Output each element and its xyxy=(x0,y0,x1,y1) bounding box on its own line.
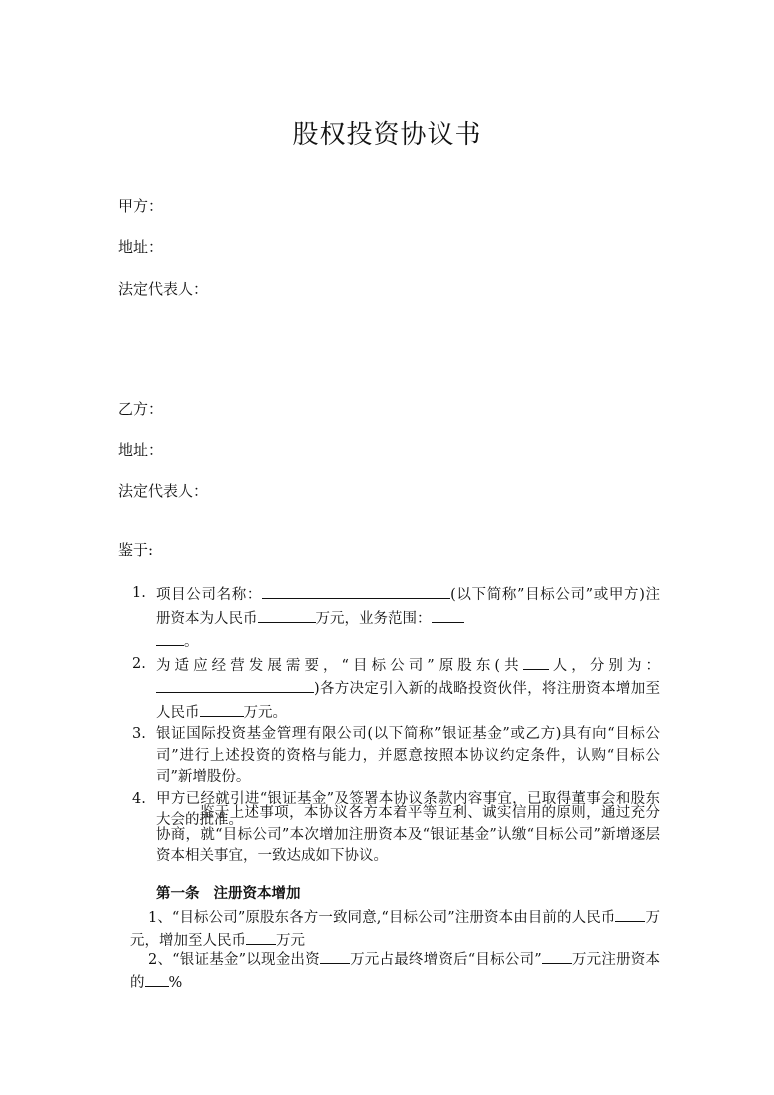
party-a-address: 地址： xyxy=(118,238,164,256)
item-text: 项目公司名称： xyxy=(156,587,263,603)
item-text: )各方决定引入新的战略投资伙伴，将注册资本增加至人民币 xyxy=(156,681,660,721)
article-heading xyxy=(156,884,301,904)
blank-line xyxy=(523,654,549,670)
clause-text: 万元注册资本的 xyxy=(130,952,660,991)
summary-paragraph: 鉴于上述事项，本协议各方本着平等互利、诚实信用的原则，通过充分协商，就“目标公司”本次增加注册资本及“银证基金”认缴“目标公司”新增逐层资本相关事宜，一致达成如下协议。 xyxy=(156,805,660,864)
item-text: 人，分别为： xyxy=(548,657,661,674)
item-text: 万元。 xyxy=(243,704,287,721)
clause-text: 万元 xyxy=(276,933,305,949)
item-text: 。 xyxy=(184,634,199,650)
blank-line xyxy=(615,906,645,922)
recital-list xyxy=(132,583,660,832)
blank-line xyxy=(436,583,450,599)
party-a-representative: 法定代表人： xyxy=(118,280,209,298)
clause-2 xyxy=(130,948,660,994)
party-b-representative: 法定代表人： xyxy=(118,482,209,500)
blank-line xyxy=(318,583,436,599)
blank-line xyxy=(542,948,572,964)
article-title: 注册资本增加 xyxy=(213,885,301,902)
blank-line xyxy=(258,607,316,623)
party-b-address: 地址： xyxy=(118,441,164,459)
document-title: 股权投资协议书 xyxy=(292,120,482,150)
item-text: 万元，业务范围： xyxy=(315,610,432,627)
article-number: 第一条 xyxy=(156,885,200,902)
list-number: 2. xyxy=(132,655,146,672)
item-text: 银证国际投资基金管理有限公司(以下简称”银证基金”或乙方)具有向“目标公司”进行上述投资的资格与能力，并愿意按照本协议约定条件，认购“目标公司”新增股份。 xyxy=(156,726,660,785)
blank-line xyxy=(145,971,169,987)
item-text: 为适应经营发展需要，“目标公司”原股东(共 xyxy=(156,657,523,674)
list-item xyxy=(132,724,660,789)
item-text: (以下简称”目标公司”或甲方)注册资本为人民币 xyxy=(156,587,661,627)
list-item xyxy=(132,583,660,654)
list-item xyxy=(132,654,660,725)
blank-line xyxy=(156,677,314,693)
blank-line xyxy=(320,948,350,964)
blank-line xyxy=(262,583,318,599)
blank-line xyxy=(432,607,464,623)
list-number: 3. xyxy=(132,726,146,742)
clause-text: 万元，增加至人民币 xyxy=(130,910,661,949)
blank-line xyxy=(200,701,244,717)
clause-1 xyxy=(130,906,660,952)
blank-line xyxy=(156,630,184,646)
clause-text: 万元占最终增资后“目标公司” xyxy=(349,952,542,968)
list-number: 1. xyxy=(132,585,146,601)
clause-text: 2、“银证基金”以现金出资 xyxy=(148,952,320,968)
party-a-label: 甲方： xyxy=(118,197,164,215)
blank-line xyxy=(246,929,276,945)
item-text: 甲方已经就引进“银证基金”及签署本协议条款内容事宜，已取得董事会和股东大会的批准。 xyxy=(156,790,660,828)
clause-text: % xyxy=(168,975,183,991)
recital-label: 鉴于: xyxy=(118,541,154,559)
clause-text: 1、“目标公司”原股东各方一致同意,“目标公司”注册资本由目前的人民币 xyxy=(148,910,616,926)
list-number: 4. xyxy=(132,790,146,807)
party-b-label: 乙方： xyxy=(118,400,164,418)
